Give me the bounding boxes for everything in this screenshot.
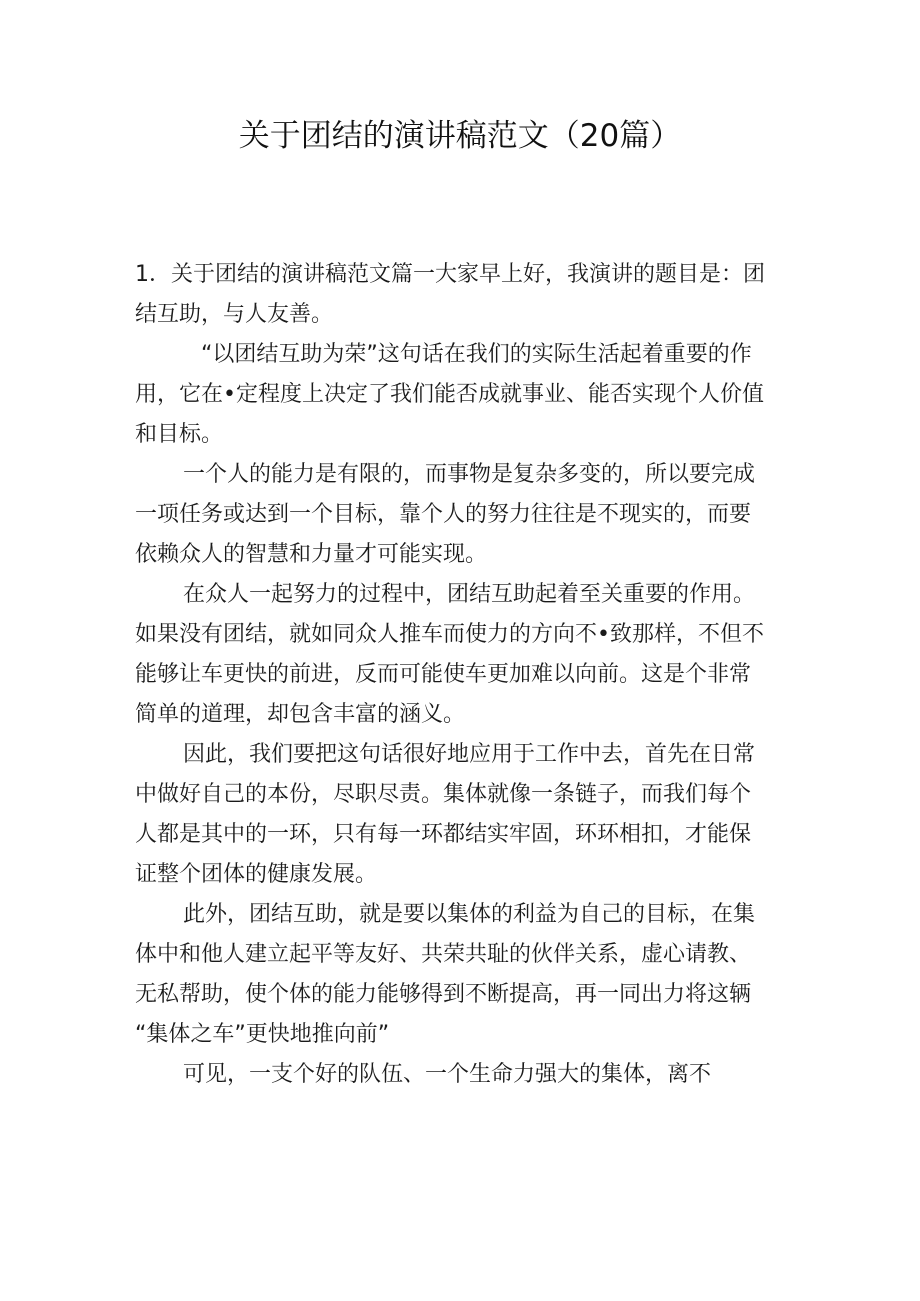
paragraph-line: 如果没有团结，就如同众人推车而使力的方向不•致那样，不但不 (135, 622, 764, 647)
paragraph-line: “集体之车”更快地推向前” (135, 1022, 390, 1047)
paragraph-6 (135, 895, 791, 1055)
paragraph-line: “以团结互助为荣”这句话在我们的实际生活起着重要的作 (201, 342, 752, 367)
paragraph-line: 无私帮助，使个体的能力能够得到不断提高，再一同出力将这辆 (135, 982, 752, 1007)
paragraph-line: 1．关于团结的演讲稿范文篇一大家早上好，我演讲的题目是：团 (135, 262, 765, 287)
paragraph-line: 人都是其中的一环，只有每一环都结实牢固，环环相扣，才能保 (135, 822, 752, 847)
paragraph-line: 和目标。 (135, 422, 224, 447)
paragraph-line: 体中和他人建立起平等友好、共荣共耻的伙伴关系，虚心请教、 (135, 942, 752, 967)
paragraph-line: 此外，团结互助，就是要以集体的利益为自己的目标，在集 (183, 902, 756, 927)
paragraph-line: 一项任务或达到一个目标，靠个人的努力往往是不现实的，而要 (135, 502, 752, 527)
paragraph-5 (135, 735, 791, 895)
paragraph-4 (135, 575, 791, 735)
paragraph-2 (135, 335, 791, 455)
paragraph-line: 一个人的能力是有限的，而事物是复杂多变的，所以要完成 (183, 462, 756, 487)
paragraph-line: 用，它在•定程度上决定了我们能否成就事业、能否实现个人价值 (135, 382, 764, 407)
paragraph-line: 证整个团体的健康发展。 (135, 862, 378, 887)
paragraph-line: 在众人一起努力的过程中，团结互助起着至关重要的作用。 (183, 582, 756, 607)
paragraph-line: 依赖众人的智慧和力量才可能实现。 (135, 542, 488, 567)
paragraph-1 (135, 255, 791, 335)
paragraph-7 (135, 1055, 791, 1095)
paragraph-line: 因此，我们要把这句话很好地应用于工作中去，首先在日常 (183, 742, 756, 767)
paragraph-line: 简单的道理，却包含丰富的涵义。 (135, 702, 466, 727)
paragraph-line: 中做好自己的本份，尽职尽责。集体就像一条链子，而我们每个 (135, 782, 752, 807)
paragraph-3 (135, 455, 791, 575)
paragraph-line: 能够让车更快的前进，反而可能使车更加难以向前。这是个非常 (135, 662, 752, 687)
paragraph-line: 结互助，与人友善。 (135, 302, 334, 327)
document-body (135, 255, 791, 1095)
document-title: 关于团结的演讲稿范文（20篇） (238, 118, 682, 154)
paragraph-line: 可见，一支个好的队伍、一个生命力强大的集体，离不 (183, 1062, 712, 1087)
